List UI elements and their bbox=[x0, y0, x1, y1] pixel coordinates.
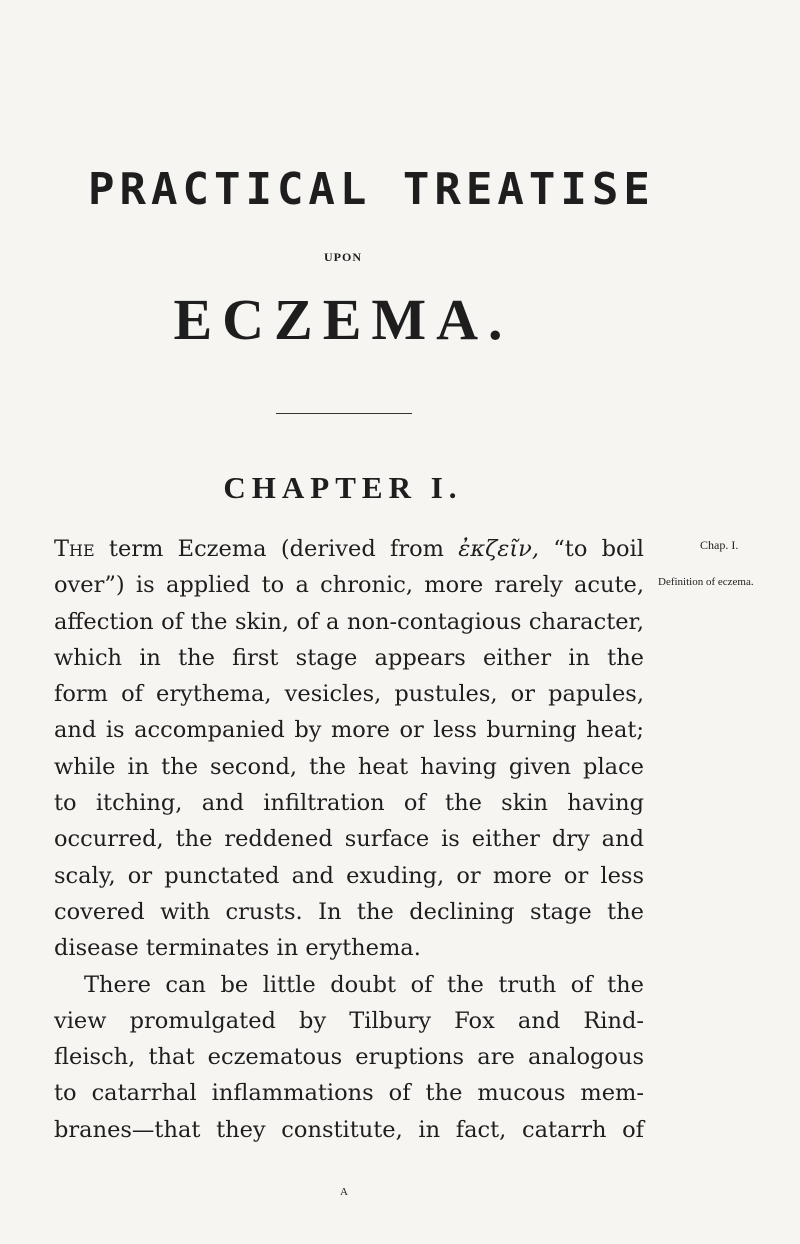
body-line: while in the second, the heat having given place bbox=[54, 753, 644, 780]
chapter-heading: CHAPTER I. bbox=[223, 470, 463, 505]
book-title: PRACTICAL TREATISE bbox=[88, 164, 655, 215]
body-line: to itching, and infiltration of the skin having bbox=[54, 790, 644, 817]
body-line: fleisch, that eczematous eruptions are analogous bbox=[54, 1044, 644, 1071]
body-line-1-end: “to boil bbox=[539, 536, 644, 562]
body-line: which in the first stage appears either in the bbox=[54, 644, 644, 671]
margin-note-chapter: Chap. I. bbox=[700, 538, 739, 552]
body-line: branes—that they constitute, in fact, catarrh of bbox=[54, 1116, 644, 1143]
body-line: covered with crusts. In the declining stage the bbox=[54, 898, 644, 925]
body-line: over”) is applied to a chronic, more rarely acute, bbox=[54, 572, 644, 599]
signature-mark: A bbox=[340, 1186, 348, 1198]
body-line: and is accompanied by more or less burning heat; bbox=[54, 717, 644, 744]
title-connector: UPON bbox=[324, 250, 362, 264]
lead-word: The bbox=[54, 536, 95, 562]
body-line: disease terminates in erythema. bbox=[54, 935, 421, 962]
body-line: occurred, the reddened surface is either dry and bbox=[54, 826, 644, 853]
greek-word: ἐκζεῖν, bbox=[458, 536, 540, 562]
title-divider bbox=[276, 413, 412, 414]
body-line-1 bbox=[54, 531, 644, 567]
body-line: affection of the skin, of a non-contagious character, bbox=[54, 608, 644, 635]
chapter-body bbox=[54, 531, 644, 1148]
body-line: There can be little doubt of the truth of the bbox=[84, 971, 644, 998]
body-line: scaly, or punctated and exuding, or more or less bbox=[54, 862, 644, 889]
body-line-1-text: term Eczema (derived from bbox=[94, 536, 459, 562]
body-line: to catarrhal inflammations of the mucous mem- bbox=[54, 1080, 644, 1107]
margin-note-definition: Definition of eczema. bbox=[658, 576, 754, 588]
body-line: view promulgated by Tilbury Fox and Rind- bbox=[54, 1007, 644, 1034]
body-line: form of erythema, vesicles, pustules, or papules, bbox=[54, 681, 644, 708]
book-subject: ECZEMA. bbox=[173, 287, 513, 352]
